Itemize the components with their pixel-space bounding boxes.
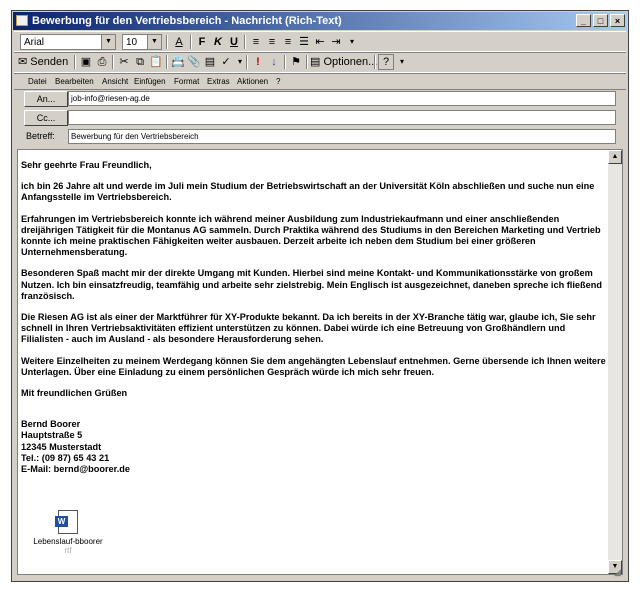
help-button[interactable]: ? <box>378 54 394 70</box>
signature-phone: Tel.: (09 87) 65 43 21 <box>21 452 110 463</box>
to-button[interactable]: An... <box>24 91 68 107</box>
decrease-indent-icon[interactable]: ⇤ <box>315 36 325 48</box>
chevron-down-icon[interactable]: ▾ <box>399 57 404 66</box>
menu-bar <box>14 72 626 90</box>
address-book-icon[interactable]: 📇 <box>171 56 185 68</box>
low-importance-icon[interactable]: ↓ <box>271 56 277 68</box>
signature-name: Bernd Boorer <box>21 419 81 430</box>
menu-einfuegen[interactable]: Einfügen <box>134 77 166 86</box>
cc-button[interactable]: Cc... <box>24 110 68 126</box>
minimize-button[interactable]: _ <box>576 14 591 27</box>
paragraph: Weitere Einzelheiten zu meinem Werdegang können Sie dem angehängten Lebenslauf entnehmen. Gerne übersende ich Ihnen weitere Unterlagen. Über eine Einladung zu einem persönlichen Gespräch würde ich mich sehr freuen. <box>21 355 606 377</box>
toolbar-options-icon[interactable]: ▾ <box>349 37 354 46</box>
options-label: Optionen... <box>323 56 378 68</box>
menu-bearbeiten[interactable]: Bearbeiten <box>55 77 94 86</box>
increase-indent-icon[interactable]: ⇥ <box>331 36 341 48</box>
attachment-name: Lebenslauf-bboorer <box>33 537 103 546</box>
window-title: Bewerbung für den Vertriebsbereich - Nachricht (Rich-Text) <box>32 15 342 27</box>
chevron-down-icon[interactable]: ▾ <box>237 57 242 66</box>
message-window <box>11 10 629 582</box>
cc-field[interactable] <box>68 110 616 125</box>
flag-icon[interactable]: ⚑ <box>291 56 301 68</box>
paragraph: ich bin 26 Jahre alt und werde im Juli mein Studium der Betriebswirtschaft an der Universität Köln abschließen und suche nun eine Anfangsstelle im Vertriebsbereich. <box>21 181 595 203</box>
word-document-icon: W <box>58 510 78 534</box>
maximize-button[interactable]: □ <box>593 14 608 27</box>
underline-button[interactable]: U <box>230 36 238 48</box>
size-select[interactable] <box>122 34 162 50</box>
high-importance-icon[interactable]: ! <box>256 56 260 68</box>
menu-extras[interactable]: Extras <box>207 77 230 86</box>
menu-datei[interactable]: Datei <box>28 77 47 86</box>
italic-button[interactable]: K <box>214 36 222 48</box>
send-label: Senden <box>30 56 69 68</box>
send-button[interactable] <box>18 54 68 70</box>
scroll-up-icon[interactable]: ▲ <box>608 150 622 164</box>
align-left-icon[interactable]: ≡ <box>252 36 260 48</box>
options-button[interactable] <box>310 54 377 70</box>
chevron-down-icon[interactable]: ▼ <box>101 35 115 49</box>
signature-city: 12345 Musterstadt <box>21 441 102 452</box>
paragraph: Die Riesen AG ist als einer der Marktführer für XY-Produkte bekannt. Da ich bereits in der XY-Branche tätig war, glaube ich, Sie sehr schnell in Ihren Vertriebsaktivitäten effizient unterstützen zu können. Dabei würde ich eine Betreuung von Großhändlern und Filialisten - auch im Ausland - als besondere Herausforderung sehen. <box>21 312 596 345</box>
bold-button[interactable]: F <box>198 36 206 48</box>
paragraph: Besonderen Spaß macht mir der direkte Umgang mit Kunden. Hierbei sind meine Kontakt- und Kommunikationsstärke von großem Nutzen. Ich bin einsatzfreudig, teamfähig und arbeite sehr zielstrebig. Mein Englisch ist ausgezeichnet, daneben spreche ich fließend französisch. <box>21 268 602 301</box>
options-icon: ▤ <box>310 56 321 68</box>
send-icon: ✉ <box>18 56 28 68</box>
menu-help[interactable]: ? <box>276 77 281 86</box>
title-bar <box>13 12 627 30</box>
subject-field[interactable]: Bewerbung für den Vertriebsbereich <box>68 129 616 144</box>
menu-ansicht[interactable]: Ansicht <box>102 77 129 86</box>
save-icon[interactable]: ▣ <box>80 56 92 68</box>
insert-item-icon[interactable]: ▤ <box>204 56 216 68</box>
font-select-value: Arial <box>24 37 45 48</box>
greeting: Sehr geehrte Frau Freundlich, <box>21 160 152 170</box>
attachment-extension: rtf <box>64 546 72 555</box>
attach-icon[interactable]: 📎 <box>187 56 201 68</box>
paragraph: Erfahrungen im Vertriebsbereich konnte ich während meiner Ausbildung zum Industriekaufmann und einer anschließenden dreijährigen Tätigkeit für die Montanus AG sammeln. Durch Praktika während des Studiums in den Bereichen Marketing und Vertrieb konnte ich meine praktischen Fähigkeiten weiter ausbauen. Derzeit arbeite ich neben dem Studium bei einer größeren Unternehmensberatung. <box>21 213 601 258</box>
format-toolbar <box>14 31 626 53</box>
signature <box>21 419 606 475</box>
scroll-down-icon[interactable]: ▼ <box>608 560 622 574</box>
envelope-icon <box>16 15 28 26</box>
attachment[interactable] <box>28 510 108 555</box>
font-select[interactable] <box>20 34 116 50</box>
paste-icon[interactable]: 📋 <box>149 56 163 68</box>
align-center-icon[interactable]: ≡ <box>268 36 276 48</box>
font-color-button[interactable]: A <box>175 36 183 48</box>
chevron-down-icon[interactable]: ▼ <box>147 35 161 49</box>
align-right-icon[interactable]: ≡ <box>284 36 292 48</box>
signature-email: E-Mail: bernd@boorer.de <box>21 464 131 475</box>
subject-label: Betreff: <box>26 131 55 141</box>
standard-toolbar <box>14 51 626 74</box>
menu-format[interactable]: Format <box>174 77 200 86</box>
bullet-list-icon[interactable]: ☰ <box>299 36 309 48</box>
print-icon[interactable]: ⎙ <box>97 56 107 68</box>
size-select-value: 10 <box>126 37 138 48</box>
menu-aktionen[interactable]: Aktionen <box>237 77 269 86</box>
resize-grip-icon[interactable]: ◢ <box>614 567 621 577</box>
cut-icon[interactable]: ✂ <box>119 56 129 68</box>
close-button[interactable]: × <box>610 14 625 27</box>
copy-icon[interactable]: ⧉ <box>136 56 144 68</box>
signature-street: Hauptstraße 5 <box>21 430 83 441</box>
message-body[interactable] <box>17 149 623 575</box>
to-field[interactable]: job-info@riesen-ag.de <box>68 91 616 106</box>
vertical-scrollbar[interactable] <box>608 150 622 574</box>
closing: Mit freundlichen Grüßen <box>21 388 128 399</box>
message-text <box>21 160 606 475</box>
check-names-icon[interactable]: ✓ <box>221 56 231 68</box>
